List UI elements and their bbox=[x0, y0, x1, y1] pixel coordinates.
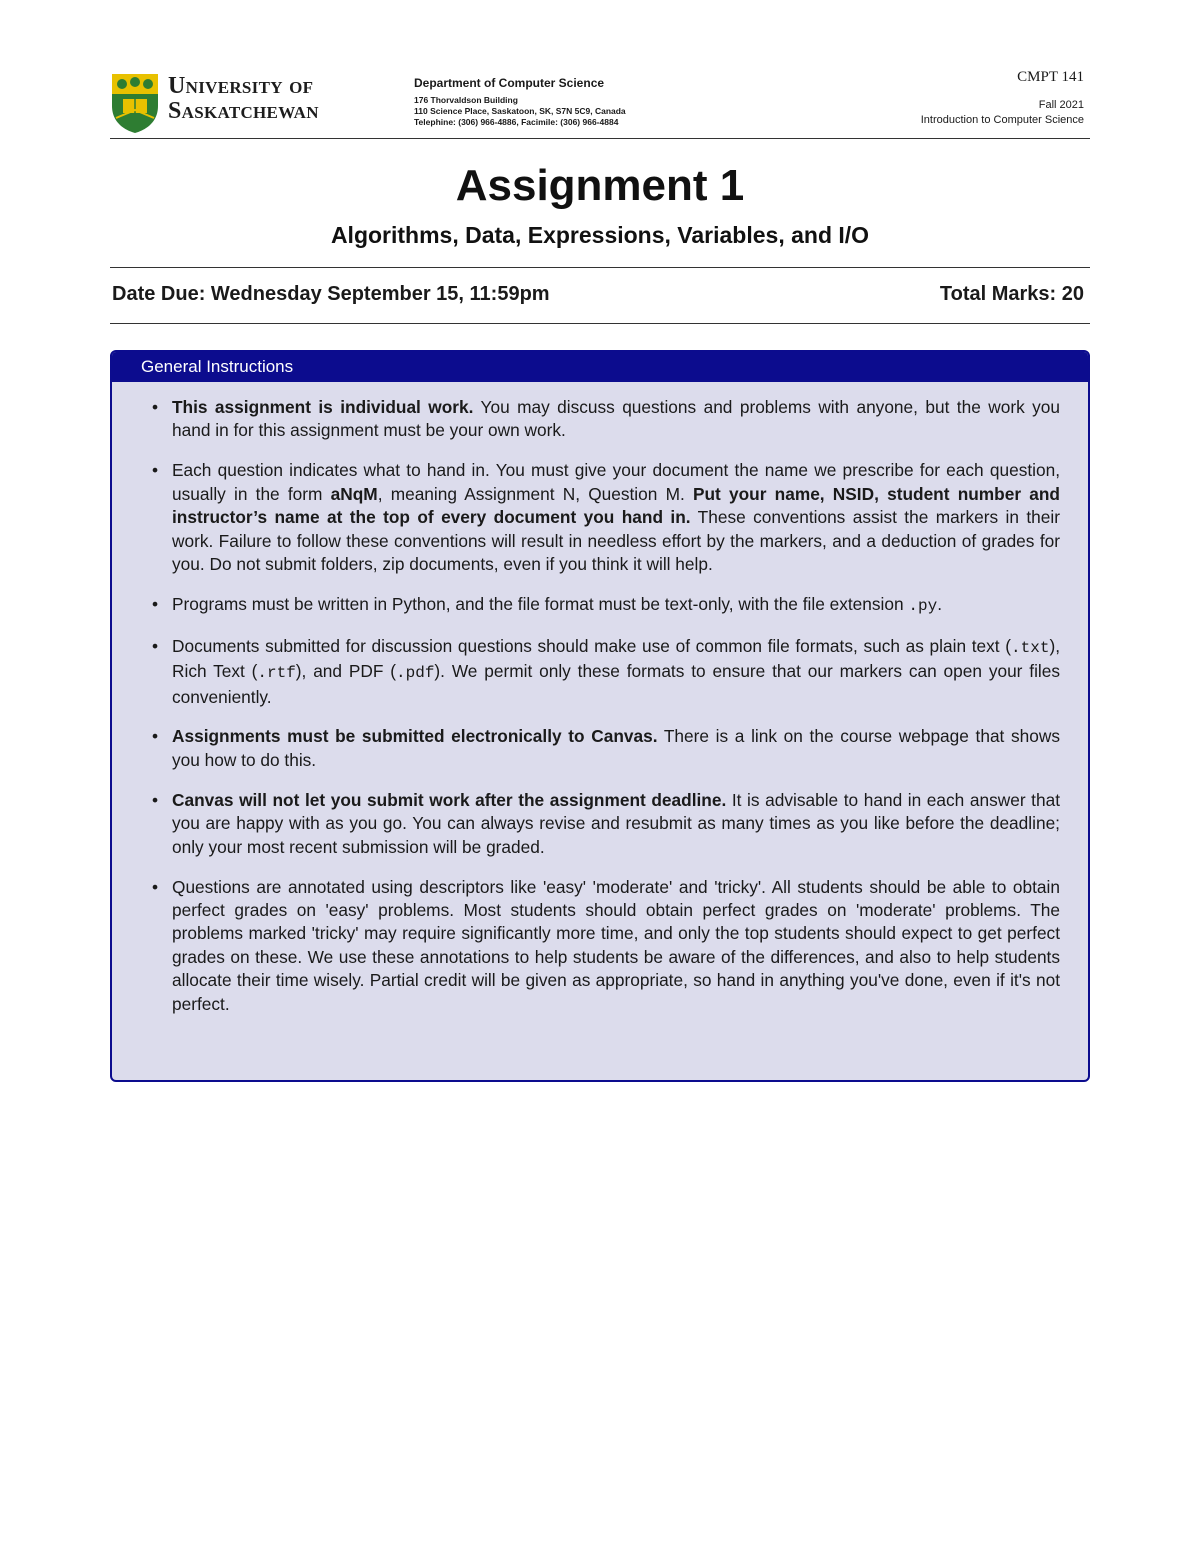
title-divider-top bbox=[110, 267, 1090, 268]
item-text: ), Rich Text ( bbox=[172, 635, 1060, 682]
list-item bbox=[152, 635, 1060, 709]
course-block bbox=[921, 68, 1084, 128]
bullet-icon: • bbox=[152, 397, 159, 417]
item-text: . bbox=[937, 593, 943, 614]
list-item bbox=[152, 396, 1061, 443]
letterhead bbox=[110, 66, 1090, 138]
item-text: Programs must be written in Python, and the file format must be text-only, with the file extension bbox=[172, 593, 909, 614]
university-wordmark bbox=[168, 74, 319, 124]
assignment-title: Assignment 1 bbox=[455, 161, 745, 210]
bullet-icon: • bbox=[152, 726, 159, 747]
instructions-list bbox=[112, 382, 1088, 1016]
file-extension: .rtf bbox=[257, 664, 296, 683]
bullet-icon: • bbox=[152, 635, 159, 656]
bullet-icon: • bbox=[152, 789, 159, 810]
due-date: Date Due: Wednesday September 15, 11:59pm bbox=[112, 283, 550, 305]
file-extension: .pdf bbox=[396, 664, 435, 683]
header-divider bbox=[110, 138, 1090, 139]
general-instructions-heading: General Instructions bbox=[112, 352, 1088, 382]
list-item bbox=[152, 593, 1060, 618]
item-emphasis: Assignments must be submitted electronically to Canvas. bbox=[172, 726, 658, 747]
item-text: You may discuss questions and problems with anyone, but the work you hand in for this assignment must be your own work. bbox=[172, 397, 1061, 441]
bullet-icon: • bbox=[152, 593, 159, 614]
item-text: ), and PDF ( bbox=[295, 661, 397, 682]
file-extension: .py bbox=[908, 596, 938, 615]
address-line-3: Telephine: (306) 966-4886, Facimile: (306) 966-4884 bbox=[414, 117, 619, 127]
department-block bbox=[414, 76, 714, 128]
university-wordmark-line2: Saskatchewan bbox=[168, 98, 319, 124]
item-text: Documents submitted for discussion questions should make use of common file formats, such as plain text ( bbox=[172, 635, 1012, 656]
file-extension: .txt bbox=[1011, 638, 1050, 657]
list-item bbox=[152, 789, 1060, 859]
address-line-1: 176 Thorvaldson Building bbox=[414, 95, 518, 105]
bullet-icon: • bbox=[152, 876, 159, 897]
title-divider-bottom bbox=[110, 323, 1090, 324]
document-page bbox=[110, 0, 1090, 1553]
list-item bbox=[152, 876, 1060, 1016]
university-wordmark-line1: University of bbox=[168, 73, 314, 99]
item-emphasis: This assignment is individual work. bbox=[172, 397, 474, 417]
item-text: Questions are annotated using descriptors like 'easy' 'moderate' and 'tricky'. All students should be able to obtain perfect grades on 'easy' problems. Most students should obtain perfect grades on 'moderate' problems. The problems marked 'tricky' may require significantly more time, and only the top students should expect to get perfect grades on these. We use these annotations to help students be aware of the differences, and also to help students allocate their time wisely. Partial credit will be given as appropriate, so hand in anything you've done, even if it's not perfect. bbox=[172, 876, 1060, 1014]
item-emphasis: Put your name, NSID, student number and instructor’s name at the top of every document you hand in. bbox=[172, 483, 1060, 528]
item-text: These conventions assist the markers in their work. Failure to follow these conventions will result in needless effort by the markers, and a deduction of grades for you. Do not submit folders, zip documents, even if you think it will help. bbox=[172, 507, 1060, 574]
total-marks: Total Marks: 20 bbox=[939, 283, 1084, 305]
department-name: Department of Computer Science bbox=[414, 76, 605, 90]
list-item bbox=[152, 459, 1060, 576]
university-shield-logo bbox=[110, 72, 160, 134]
course-term: Fall 2021 bbox=[1038, 99, 1084, 111]
item-text: , meaning Assignment N, Question M. bbox=[377, 483, 693, 504]
item-text: There is a link on the course webpage that shows you how to do this. bbox=[172, 726, 1061, 770]
general-instructions-box bbox=[110, 350, 1090, 1082]
item-emphasis: aNqM bbox=[330, 483, 378, 504]
address-line-2: 110 Science Place, Saskatoon, SK, S7N 5C9, Canada bbox=[414, 106, 626, 116]
item-emphasis: Canvas will not let you submit work after the assignment deadline. bbox=[172, 789, 727, 810]
item-text: Each question indicates what to hand in. You must give your document the name we prescribe for each question, usually in the form bbox=[172, 460, 1060, 504]
item-text: ). We permit only these formats to ensure that our markers can open your files conveniently. bbox=[172, 661, 1060, 707]
course-name: Introduction to Computer Science bbox=[920, 114, 1084, 126]
assignment-subtitle: Algorithms, Data, Expressions, Variables, and I/O bbox=[330, 222, 870, 248]
course-code: CMPT 141 bbox=[1017, 69, 1084, 85]
list-item bbox=[152, 725, 1061, 772]
bullet-icon: • bbox=[152, 460, 159, 481]
item-text: It is advisable to hand in each answer that you are happy with as you go. You can always revise and resubmit as many times as you like before the deadline; only your most recent submission will be graded. bbox=[172, 789, 1060, 857]
